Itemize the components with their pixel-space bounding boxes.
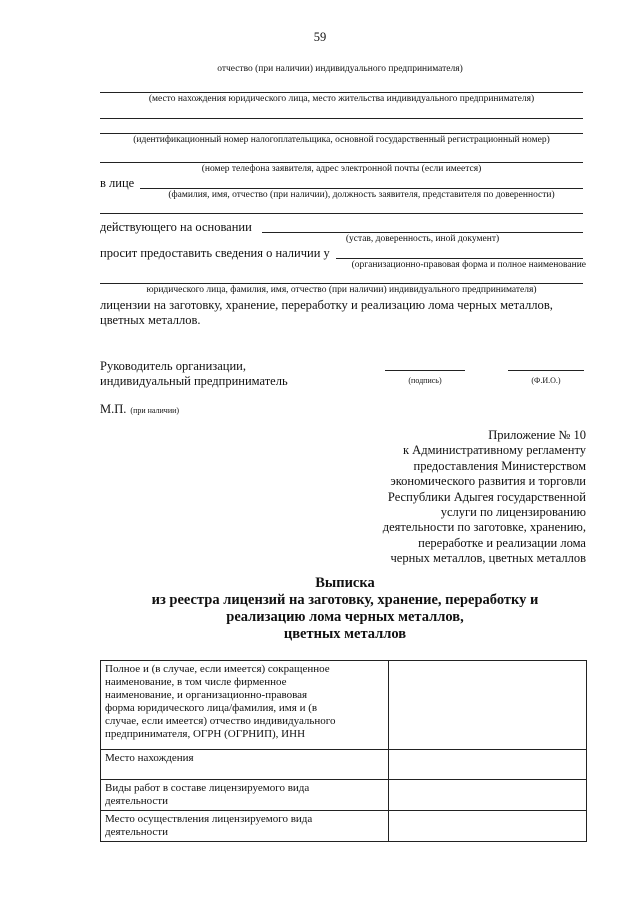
appendix-block: [300, 428, 586, 567]
label-line: Полное и (в случае, если имеется) сокращенное: [105, 663, 330, 675]
fill-line-org[interactable]: [336, 258, 583, 259]
signatory-line-2: индивидуальный предприниматель: [100, 374, 288, 388]
caption-contacts: (номер телефона заявителя, адрес электронной почты (если имеется): [201, 164, 482, 174]
appendix-line: к Административному регламенту: [402, 443, 586, 458]
label-line: деятельности: [105, 795, 168, 807]
fill-line-org-2[interactable]: [100, 283, 583, 284]
extract-subtitle-line: из реестра лицензий на заготовку, хранение, переработку и: [151, 592, 539, 608]
table-row: [101, 750, 587, 780]
name-caption: (Ф.И.О.): [531, 376, 561, 385]
caption-patronymic: отчество (при наличии) индивидуального предпринимателя): [217, 64, 463, 74]
license-line-2: цветных металлов.: [100, 313, 201, 327]
label-line: предпринимателя, ОГРН (ОГРНИП), ИНН: [105, 728, 306, 740]
label-line: Место осуществления лицензируемого вида: [105, 813, 313, 825]
extract-subtitle-line: цветных металлов: [283, 626, 407, 642]
fill-line-contacts[interactable]: [100, 162, 583, 163]
signature-line[interactable]: [385, 370, 465, 371]
caption-org-continuation: юридического лица, фамилия, имя, отчество (при наличии) индивидуального предпринимателя): [146, 285, 537, 295]
table-row: [101, 780, 587, 811]
row-value-cell[interactable]: [389, 780, 587, 811]
label-line: форма юридического лица/фамилия, имя и (в: [105, 702, 318, 714]
acting-label: действующего на основании: [100, 220, 252, 234]
caption-ids: (идентификационный номер налогоплательщика, основной государственный регистрационный номер): [133, 135, 550, 145]
extract-title: Выписка: [315, 575, 375, 591]
license-line-1: лицензии на заготовку, хранение, переработку и реализацию лома черных металлов,: [100, 298, 553, 312]
row-value-cell[interactable]: [389, 661, 587, 750]
caption-basis: (устав, доверенность, иной документ): [345, 234, 500, 244]
label-line: Место нахождения: [105, 752, 194, 764]
signature-caption: (подпись): [408, 376, 442, 385]
caption-person: (фамилия, имя, отчество (при наличии), должность заявителя, представителя по доверенности): [168, 190, 555, 200]
fill-line-person[interactable]: [140, 188, 583, 189]
appendix-line: экономического развития и торговли: [390, 474, 586, 489]
label-line: наименование, и организационно-правовая: [105, 689, 308, 701]
table-row: [101, 661, 587, 750]
label-line: Виды работ в составе лицензируемого вида: [105, 782, 310, 794]
caption-location: (место нахождения юридического лица, место жительства индивидуального предпринимателя): [148, 94, 535, 104]
fill-line-basis[interactable]: [262, 232, 583, 233]
name-line[interactable]: [508, 370, 584, 371]
signatory-line-1: Руководитель организации,: [100, 359, 246, 373]
fill-line-person-2[interactable]: [100, 213, 583, 214]
request-label: просит предоставить сведения о наличии у: [100, 246, 330, 260]
label-line: случае, если имеется) отчество индивидуального: [105, 715, 336, 727]
label-line: деятельности: [105, 826, 168, 838]
appendix-line: Приложение № 10: [488, 428, 586, 442]
row-label: [101, 661, 389, 750]
row-label: [101, 811, 389, 842]
row-label: [101, 750, 389, 780]
caption-org-form: (организационно-правовая форма и полное наименование: [351, 260, 586, 270]
appendix-line: деятельности по заготовке, хранению,: [382, 520, 586, 535]
row-value-cell[interactable]: [389, 811, 587, 842]
fill-line-location[interactable]: [100, 92, 583, 93]
appendix-line: Республики Адыгея государственной: [387, 489, 586, 504]
appendix-line: переработке и реализации лома: [418, 535, 586, 550]
fill-line-address-1[interactable]: [100, 118, 583, 119]
fill-line-address-2[interactable]: [100, 133, 583, 134]
appendix-line: черных металлов, цветных металлов: [390, 551, 586, 566]
label-line: наименование, в том числе фирменное: [105, 676, 287, 688]
row-label: [101, 780, 389, 811]
page-number: 59: [313, 30, 327, 44]
stamp-block: [100, 400, 179, 418]
extract-table: [100, 660, 587, 842]
stamp-label: М.П.: [100, 402, 127, 416]
table-row: [101, 811, 587, 842]
in-person-label: в лице: [100, 176, 135, 190]
extract-subtitle-line: реализацию лома черных металлов,: [226, 609, 464, 625]
row-value-cell[interactable]: [389, 750, 587, 780]
appendix-line: предоставления Министерством: [413, 458, 586, 473]
stamp-note: (при наличии): [130, 406, 180, 415]
appendix-line: услуги по лицензированию: [440, 505, 586, 520]
